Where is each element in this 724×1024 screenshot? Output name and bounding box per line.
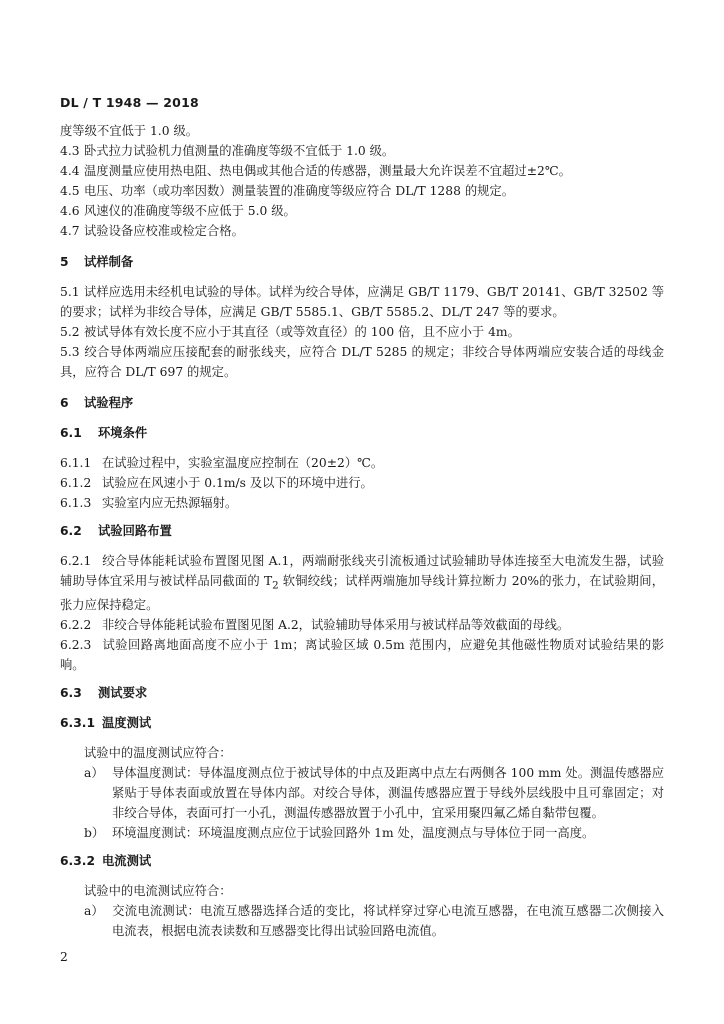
clause-text: 电压、功率（或功率因数）测量装置的准确度等级应符合 DL/T 1288 的规定。: [84, 184, 515, 198]
list-item-6-3-2-a: [60, 901, 664, 941]
section-number: 6.3: [60, 686, 82, 701]
section-5-heading: [60, 252, 664, 272]
clause-text: 在试验过程中，实验室温度应控制在（20±2）℃。: [102, 456, 384, 470]
clause-6-1-2: [60, 473, 664, 493]
section-6-3-1-heading: [60, 713, 664, 733]
clause-text: 非绞合导体能耗试验布置图见图 A.2，试验辅助导体采用与被试样品等效截面的母线。: [102, 618, 570, 633]
section-number: 6.1: [60, 426, 82, 440]
section-6-1-heading: [60, 423, 664, 443]
section-title: 试样制备: [84, 255, 134, 269]
clause-number: 4.4: [60, 164, 80, 178]
section-number: 6.2: [60, 524, 82, 538]
clause-text: 被试导体有效长度不应小于其直径（或等效直径）的 100 倍，且不应小于 4m。: [84, 325, 520, 339]
list-item-label: a）: [84, 904, 104, 919]
clause-text: 绞合导体能耗试验布置图见图 A.1，两端耐张线夹引流板通过试验辅助导体连接至大电流发生器，试验辅助导体宜采用与被试样品同截面的 T: [60, 554, 664, 588]
clause-number: 4.7: [60, 224, 80, 238]
clause-4-7: [60, 221, 664, 241]
clause-6-1-1: [60, 453, 664, 473]
section-6-2-heading: [60, 521, 664, 541]
list-item-text: 环境温度测试：环境温度测点应位于试验回路外 1m 处，温度测点与导体位于同一高度。: [112, 826, 595, 841]
section-6-heading: [60, 393, 664, 413]
clause-5-3: [60, 342, 664, 382]
section-title: 试验回路布置: [98, 524, 172, 538]
clause-text: 绞合导体两端应压接配套的耐张线夹，应符合 DL/T 5285 的规定；非绞合导体两端应安装合适的母线金具，应符合 DL/T 697 的规定。: [60, 345, 664, 379]
clause-text-continued: 软铜绞线；试样两端施加导线计算拉断力 20%的张力，在试验期间，张力应保持稳定。: [60, 574, 664, 613]
section-number: 6.3.1: [60, 716, 96, 731]
clause-4-5: [60, 181, 664, 201]
clause-text: 实验室内应无热源辐射。: [102, 496, 238, 510]
clause-5-2: [60, 322, 664, 342]
body-text: [60, 121, 664, 941]
clause-number: 6.2.3: [60, 638, 92, 653]
section-title: 测试要求: [98, 686, 148, 701]
clause-6-2-2: [60, 615, 664, 635]
clause-text: 卧式拉力试验机力值测量的准确度等级不宜低于 1.0 级。: [84, 144, 395, 158]
list-item-text: 导体温度测试：导体温度测点位于被试导体的中点及距离中点左右两侧各 100 mm 处。测温传感器应紧贴于导体表面或放置在导体内部。对绞合导体，测温传感器应置于导线外层线股中且可靠固定；对非绞合导体，表面可打一小孔，测温传感器放置于小孔中，宜采用聚四氟乙烯自黏带包覆。: [112, 766, 664, 821]
page-number: 2: [60, 950, 68, 964]
clause-number: 4.5: [60, 184, 80, 198]
clause-4-3: [60, 141, 664, 161]
section-title: 试验程序: [84, 396, 134, 410]
list-item-label: b）: [84, 826, 105, 841]
clause-4-2-continuation: 度等级不宜低于 1.0 级。: [60, 124, 199, 138]
clause-6-1-3: [60, 493, 664, 513]
clause-number: 4.6: [60, 204, 80, 218]
section-title: 温度测试: [102, 716, 152, 731]
document-id-header: DL / T 1948 — 2018: [60, 95, 199, 110]
clause-text: 试样应选用未经机电试验的导体。试样为绞合导体，应满足 GB/T 1179、GB/T 20141、GB/T 32502 等的要求；试样为非绞合导体，应满足 GB/T 5585.1、GB/T 5585.2、DL/T 247 等的要求。: [60, 285, 664, 319]
section-6-3-heading: [60, 683, 664, 703]
clause-number: 4.3: [60, 144, 80, 158]
clause-6-2-1: [60, 551, 664, 615]
list-item-6-3-1-b: [60, 823, 664, 843]
section-title: 环境条件: [98, 426, 148, 440]
section-6-3-2-heading: [60, 851, 664, 871]
clause-text: 温度测量应使用热电阻、热电偶或其他合适的传感器，测量最大允许误差不宜超过±2℃。: [84, 164, 571, 178]
clause-4-6: [60, 201, 664, 221]
clause-4-4: [60, 161, 664, 181]
clause-number: 5.2: [60, 325, 80, 339]
clause-number: 6.2.1: [60, 554, 92, 568]
clause-6-3-1-intro: 试验中的温度测试应符合：: [84, 746, 232, 761]
clause-number: 6.1.3: [60, 496, 92, 510]
clause-text: 试验设备应校准或检定合格。: [84, 224, 244, 238]
clause-text: 风速仪的准确度等级不应低于 5.0 级。: [84, 204, 296, 218]
subscript: 2: [272, 579, 279, 592]
clause-6-3-2-intro: 试验中的电流测试应符合：: [84, 884, 232, 899]
clause-number: 5.3: [60, 345, 80, 359]
clause-number: 6.1.1: [60, 456, 92, 470]
section-number: 6.3.2: [60, 854, 96, 869]
list-item-label: a）: [84, 766, 104, 781]
clause-text: 试验应在风速小于 0.1m/s 及以下的环境中进行。: [102, 476, 373, 490]
clause-number: 6.2.2: [60, 618, 92, 633]
clause-text: 试验回路离地面高度不应小于 1m；离试验区域 0.5m 范围内，应避免其他磁性物质对试验结果的影响。: [60, 638, 664, 673]
section-number: 6: [60, 396, 69, 410]
section-number: 5: [60, 255, 69, 269]
clause-6-2-3: [60, 635, 664, 675]
document-page: [60, 0, 664, 1024]
list-item-text: 交流电流测试：电流互感器选择合适的变比，将试样穿过穿心电流互感器，在电流互感器二次侧接入电流表，根据电流表读数和互感器变比得出试验回路电流值。: [112, 904, 664, 939]
clause-number: 6.1.2: [60, 476, 92, 490]
section-title: 电流测试: [102, 854, 152, 869]
clause-5-1: [60, 282, 664, 322]
list-item-6-3-1-a: [60, 763, 664, 823]
clause-number: 5.1: [60, 285, 80, 299]
